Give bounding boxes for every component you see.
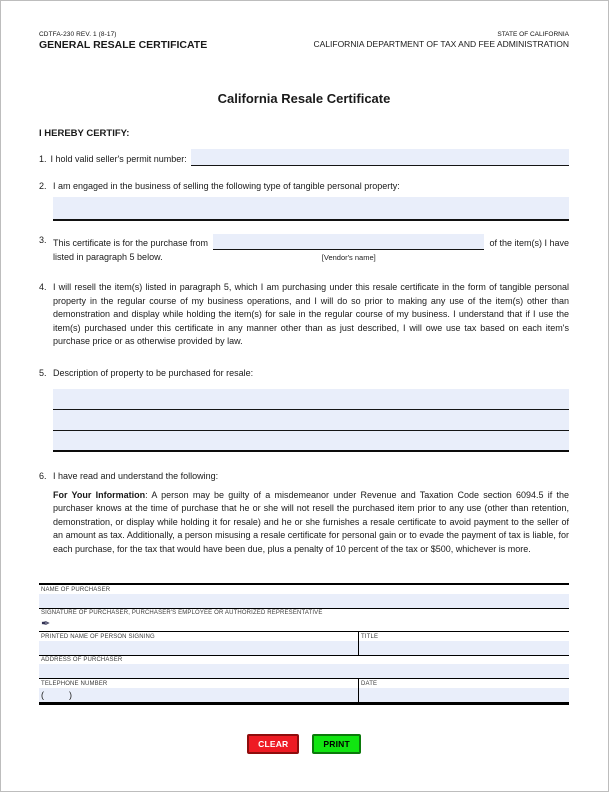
date-field[interactable] [359, 688, 569, 702]
item-3-number: 3. [39, 234, 47, 245]
item-1-number: 1. [39, 154, 47, 164]
description-lines [53, 389, 569, 452]
telephone-number-label: TELEPHONE NUMBER [39, 679, 358, 688]
pen-nib-icon: ✒ [41, 617, 51, 630]
item-1-label: I hold valid seller's permit number: [50, 154, 187, 164]
telephone-number-field[interactable] [39, 688, 358, 702]
item-3-text-line2: listed in paragraph 5 below. [53, 251, 163, 262]
table-row [39, 656, 569, 680]
button-row [39, 734, 569, 754]
item-4-text: I will resell the item(s) listed in paragraph 5, which I am purchasing under this resale certificate in the form of tangible personal property in the regular course of my business operations, and I will do so prior to making any use of the item(s) other than demonstration and display while holding the item(s) for sale in the regular course of my business. I understand that if I use the item(s) purchased under this certificate in any manner other than as just described, I will owe use tax based on each item's purchase price or as otherwise provided by law. [53, 282, 569, 346]
vendor-caption: [Vendor's name] [321, 252, 376, 262]
item-3-text-after: of the item(s) I have [489, 237, 569, 248]
for-your-information-paragraph [53, 489, 569, 557]
item-4-number: 4. [39, 282, 47, 292]
address-of-purchaser-field[interactable] [39, 664, 569, 678]
description-line-3-field[interactable] [53, 431, 569, 452]
table-row [39, 585, 569, 609]
item-2-number: 2. [39, 181, 47, 191]
sellers-permit-number-field[interactable] [191, 149, 569, 166]
item-4 [39, 281, 569, 349]
page-title: California Resale Certificate [217, 91, 391, 106]
state-label: STATE OF CALIFORNIA [497, 31, 569, 38]
department-label: CALIFORNIA DEPARTMENT OF TAX AND FEE ADMINISTRATION [313, 39, 569, 49]
vendor-name-field[interactable] [213, 234, 484, 250]
property-type-field[interactable] [53, 197, 569, 221]
item-1 [39, 149, 569, 166]
description-line-2-field[interactable] [53, 410, 569, 431]
item-5-label: Description of property to be purchased for resale: [53, 367, 254, 378]
printed-name-field[interactable] [39, 641, 358, 655]
name-of-purchaser-field[interactable] [39, 594, 569, 608]
printed-name-label: PRINTED NAME OF PERSON SIGNING [39, 632, 358, 641]
vendor-field-wrap [213, 234, 484, 262]
info-bold-lead: For Your Information [53, 489, 146, 500]
certify-heading: I HEREBY CERTIFY: [39, 128, 130, 139]
name-of-purchaser-label: NAME OF PURCHASER [39, 585, 569, 594]
item-3-text-before: This certificate is for the purchase from [53, 237, 209, 248]
item-5 [39, 367, 569, 453]
signature-field[interactable] [39, 617, 569, 631]
item-2 [39, 180, 569, 221]
item-5-number: 5. [39, 367, 47, 378]
table-row [39, 609, 569, 633]
signature-table [39, 583, 569, 705]
item-6-number: 6. [39, 471, 47, 481]
table-row [39, 679, 569, 702]
form-header [39, 31, 569, 51]
clear-button[interactable]: CLEAR [247, 734, 299, 754]
item-3 [39, 234, 569, 265]
address-of-purchaser-label: ADDRESS OF PURCHASER [39, 656, 569, 665]
item-2-label: I am engaged in the business of selling the following type of tangible personal property: [53, 181, 400, 191]
form-header-left [39, 31, 207, 51]
date-label: DATE [359, 679, 569, 688]
title-field[interactable] [359, 641, 569, 655]
item-6-label: I have read and understand the following: [53, 471, 219, 481]
description-line-1-field[interactable] [53, 389, 569, 410]
item-6 [39, 470, 569, 556]
print-button[interactable]: PRINT [312, 734, 361, 754]
form-name: GENERAL RESALE CERTIFICATE [39, 39, 208, 51]
info-text: : A person may be guilty of a misdemeanor under Revenue and Taxation Code section 6094.5 if the purchaser knows at the time of purchase that he or she will not resell the purchased item prior to any use (other than retention, demonstration, or display while holding it for resale) and he or she furnishes a resale certificate to avoid payment to the seller of an amount as tax. Additionally, a person misusing a resale certificate for personal gain or to evade the payment of tax is liable, for each purchase, for the tax that would have been due, plus a penalty of 10 percent of the tax or $500, whichever is more. [53, 489, 569, 554]
signature-label: SIGNATURE OF PURCHASER, PURCHASER'S EMPLOYEE OR AUTHORIZED REPRESENTATIVE [39, 609, 569, 618]
table-row [39, 632, 569, 656]
title-label: TITLE [359, 632, 569, 641]
form-header-right [313, 31, 569, 49]
form-number: CDTFA-230 REV. 1 (8-17) [39, 31, 117, 38]
